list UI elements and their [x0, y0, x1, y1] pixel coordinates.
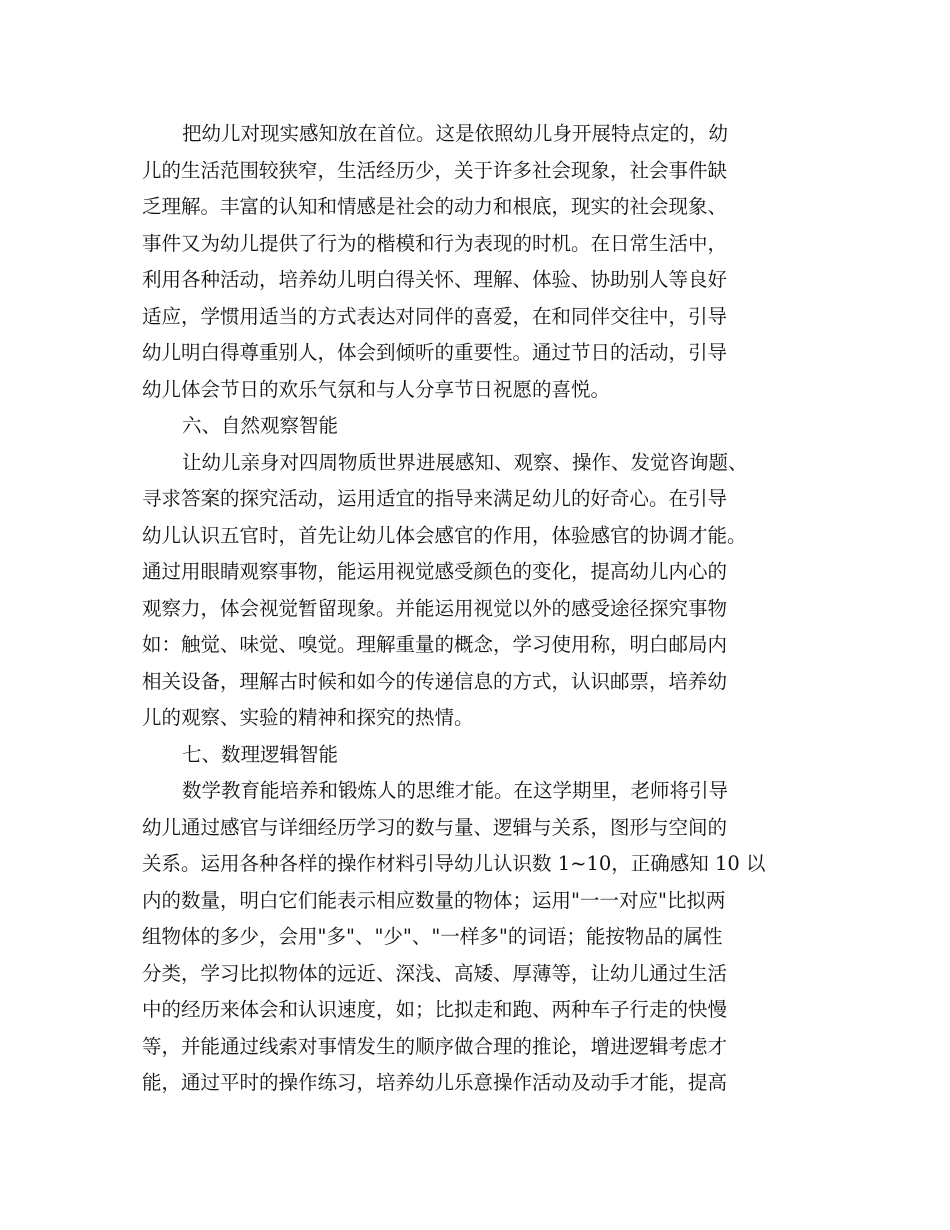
paragraph-line: 适应，学惯用适当的方式表达对同伴的喜爱，在和同伴交往中，引导 — [142, 304, 728, 328]
paragraph-line: 让幼儿亲身对四周物质世界进展感知、观察、操作、发觉咨询题、 — [182, 450, 748, 474]
paragraph-line: 等，并能通过线索对事情发生的顺序做合理的推论，增进逻辑考虑才 — [142, 1034, 728, 1058]
paragraph-line: 数学教育能培养和锻炼人的思维才能。在这学期里，老师将引导 — [182, 779, 729, 802]
paragraph-line: 幼儿体会节日的欢乐气氛和与人分享节日祝愿的喜悦。 — [142, 377, 611, 401]
section-heading: 六、自然观察智能 — [182, 414, 339, 437]
paragraph-line: 儿的生活范围较狭窄，生活经历少，关于许多社会现象，社会事件缺 — [142, 158, 728, 182]
paragraph-line: 幼儿认识五官时，首先让幼儿体会感官的作用，体验感官的协调才能。 — [142, 523, 747, 547]
paragraph-line: 幼儿通过感官与详细经历学习的数与量、逻辑与关系，图形与空间的 — [142, 815, 728, 839]
paragraph-line: 把幼儿对现实感知放在首位。这是依照幼儿身开展特点定的，幼 — [182, 122, 729, 145]
paragraph-line: 内的数量，明白它们能表示相应数量的物体；运用"一一对应"比拟两 — [142, 888, 726, 912]
paragraph-line: 如：触觉、味觉、嗅觉。理解重量的概念，学习使用称，明白邮局内 — [142, 633, 728, 656]
paragraph-line: 事件又为幼儿提供了行为的楷模和行为表现的时机。在日常生活中， — [142, 231, 728, 255]
paragraph-line: 组物体的多少，会用"多"、"少"、"一样多"的词语；能按物品的属性 — [142, 925, 723, 948]
paragraph-line: 中的经历来体会和认识速度，如；比拟走和跑、两种车子行走的快慢 — [142, 998, 728, 1021]
document-body — [142, 116, 812, 1102]
paragraph-line: 观察力，体会视觉暂留现象。并能运用视觉以外的感受途径探究事物 — [142, 596, 728, 620]
paragraph-line: 关系。运用各种各样的操作材料引导幼儿认识数 1~10，正确感知 10 以 — [142, 852, 766, 875]
section-heading: 七、数理逻辑智能 — [182, 742, 339, 766]
paragraph-line: 利用各种活动，培养幼儿明白得关怀、理解、体验、协助别人等良好 — [142, 268, 728, 291]
paragraph-line: 乏理解。丰富的认知和情感是社会的动力和根底，现实的社会现象、 — [142, 195, 728, 218]
paragraph-line: 寻求答案的探究活动，运用适宜的指导来满足幼儿的好奇心。在引导 — [142, 487, 728, 510]
paragraph-line: 相关设备，理解古时候和如今的传递信息的方式，认识邮票，培养幼 — [142, 669, 728, 693]
paragraph-line: 能，通过平时的操作练习，培养幼儿乐意操作活动及动手才能，提高 — [142, 1071, 728, 1094]
paragraph-line: 幼儿明白得尊重别人，体会到倾听的重要性。通过节日的活动，引导 — [142, 341, 728, 364]
paragraph-line: 儿的观察、实验的精神和探究的热情。 — [142, 706, 474, 729]
paragraph-line: 通过用眼睛观察事物，能运用视觉感受颜色的变化，提高幼儿内心的 — [142, 560, 728, 583]
paragraph-line: 分类，学习比拟物体的远近、深浅、高矮、厚薄等，让幼儿通过生活 — [142, 961, 728, 985]
